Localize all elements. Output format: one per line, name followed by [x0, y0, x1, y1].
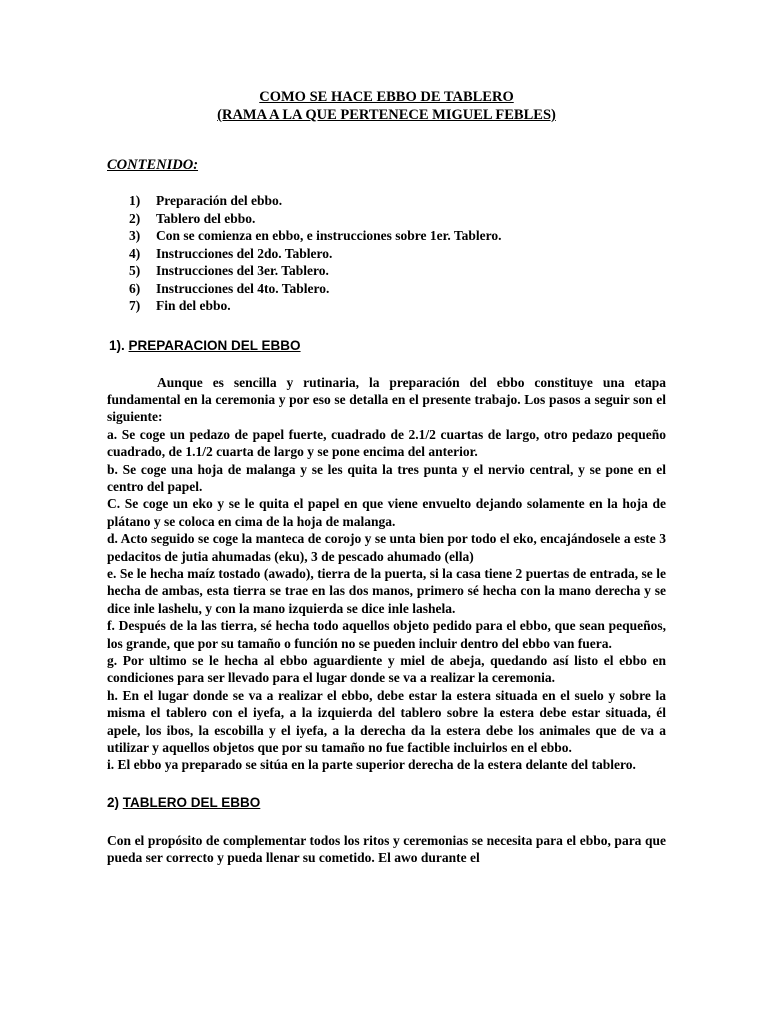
paragraph-c: C. Se coge un eko y se le quita el papel en que viene envuelto dejando solamente en la hoja de plátano y se coloca en cima de la hoja de malanga. — [107, 496, 666, 529]
paragraph-g: g. Por ultimo se le hecha al ebbo aguardiente y miel de abeja, quedando así listo el ebbo en condiciones para ser llevado para el lugar donde se va a realizar la ceremonia. — [107, 653, 666, 686]
paragraph-h: h. En el lugar donde se va a realizar el ebbo, debe estar la estera situada en el suelo y sobre la misma el tablero con el iyefa, a la izquierda del tablero sobre la estera debe estar situada, él apele, los ibos, la escobilla y el iyefa, a la derecha da la estera debe los animales que de va a utilizar y aquellos objetos que por su tamaño no fue factible incluirlos en el ebbo. — [107, 687, 666, 756]
paragraph-a: a. Se coge un pedazo de papel fuerte, cuadrado de 2.1/2 cuartas de largo, otro pedazo pequeño cuadrado, de 1.1/2 cuarta de largo y se pone encima del anterior. — [107, 426, 666, 460]
toc-item: 3) Con se comienza en ebbo, e instrucciones sobre 1er. Tablero. — [129, 228, 502, 243]
paragraph-i: i. El ebbo ya preparado se sitúa en la parte superior derecha de la estera delante del tablero. — [107, 757, 636, 773]
document-subtitle: (RAMA A LA QUE PERTENECE MIGUEL FEBLES) — [217, 107, 556, 123]
toc-item: 7) Fin del ebbo. — [129, 298, 231, 313]
toc-item: 5) Instrucciones del 3er. Tablero. — [129, 263, 329, 278]
contents-heading: CONTENIDO: — [107, 157, 199, 173]
toc-item: 6) Instrucciones del 4to. Tablero. — [129, 280, 330, 296]
section-2-heading: 2) TABLERO DEL EBBO — [107, 794, 261, 810]
section-1-intro: Aunque es sencilla y rutinaria, la preparación del ebbo constituye una etapa fundamental en la ceremonia y por eso se detalla en el presente trabajo. Los pasos a seguir son el siguiente: — [107, 374, 666, 425]
table-of-contents — [107, 192, 666, 315]
paragraph-f: f. Después de la las tierra, sé hecha todo aquellos objeto pedido para el ebbo, que sean pequeños, los grande, que por su tamaño o función no se pueden incluir dentro del ebbo van fuera. — [107, 618, 666, 651]
section-2-paragraph: Con el propósito de complementar todos los ritos y ceremonias se necesita para el ebbo, para que pueda ser correcto y pueda llenar su cometido. El awo durante el — [107, 832, 666, 866]
paragraph-e: e. Se le hecha maíz tostado (awado), tierra de la puerta, si la casa tiene 2 puertas de entrada, se le hecha de ambas, esta tierra se trae en las dos manos, primero sé hecha con la mano derecha y se dice inle lashelu, y con la mano izquierda se dice inle lashela. — [107, 565, 666, 616]
paragraph-b: b. Se coge una hoja de malanga y se les quita la tres punta y el nervio central, y se pone en el centro del papel. — [107, 461, 666, 494]
paragraph-d: d. Acto seguido se coge la manteca de corojo y se unta bien por todo el eko, encajándosele a este 3 pedacitos de jutia ahumadas (eku), 3 de pescado ahumado (ella) — [107, 531, 666, 564]
toc-item: 1) Preparación del ebbo. — [129, 193, 283, 208]
toc-item: 4) Instrucciones del 2do. Tablero. — [129, 245, 333, 261]
toc-item: 2) Tablero del ebbo. — [129, 210, 256, 226]
section-1-heading: 1). PREPARACION DEL EBBO — [109, 337, 301, 353]
section-1-title: PREPARACION DEL EBBO — [128, 337, 301, 353]
document-title: COMO SE HACE EBBO DE TABLERO — [259, 89, 514, 105]
section-2-title: TABLERO DEL EBBO — [122, 794, 261, 810]
